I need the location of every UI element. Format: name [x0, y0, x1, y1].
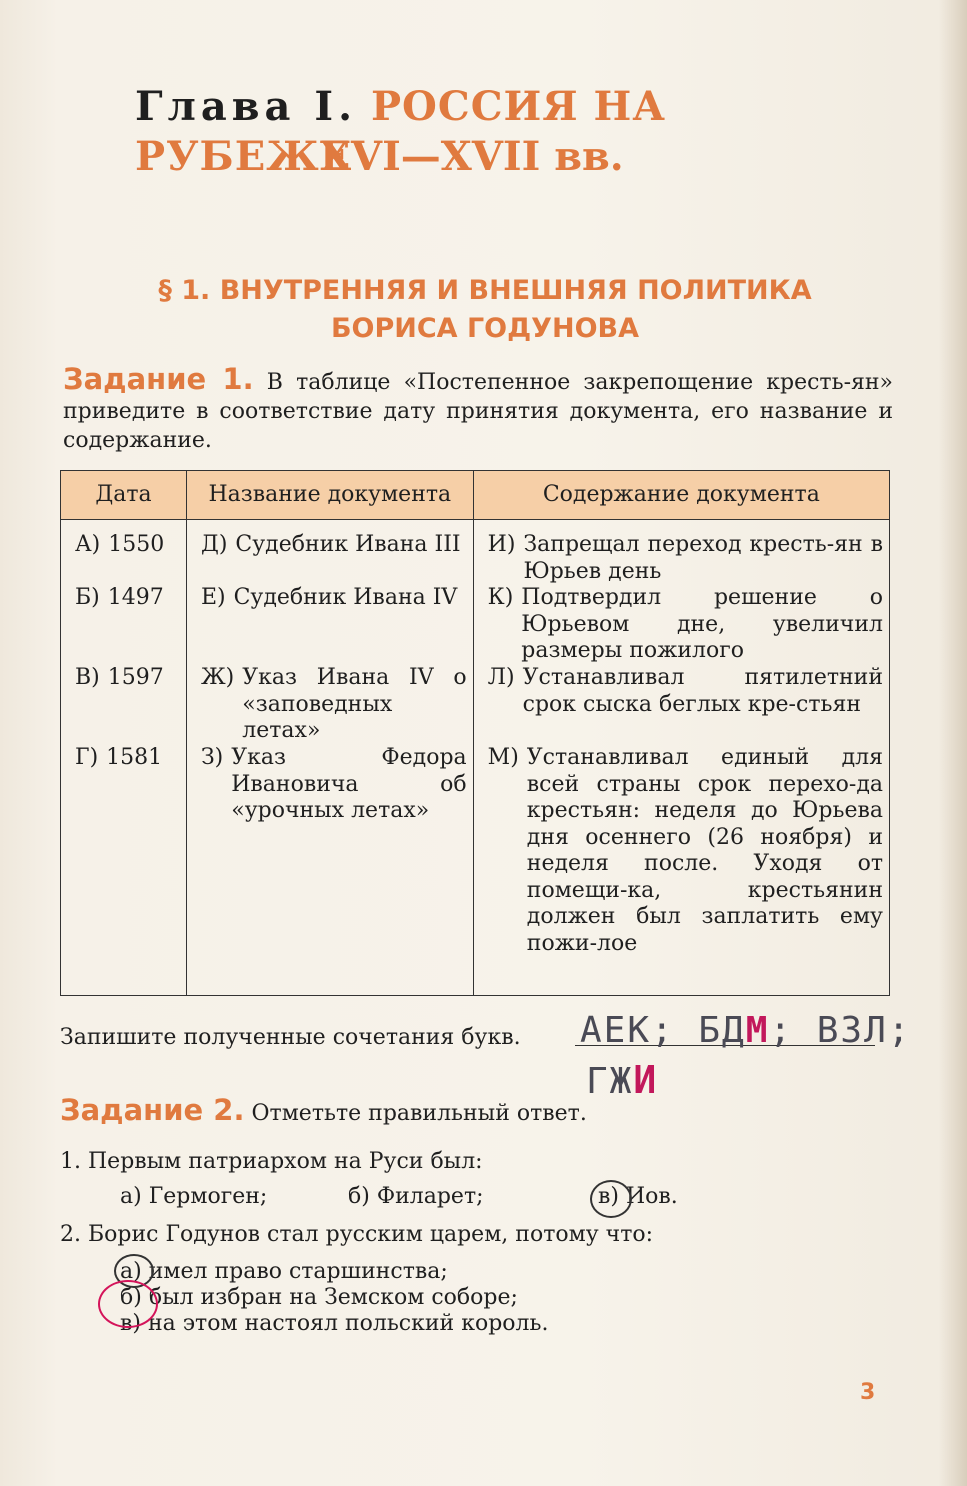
- question-2: 2. Борис Годунов стал русским царем, потому что:: [60, 1222, 654, 1247]
- q1-option-c[interactable]: в) Иов.: [598, 1184, 678, 1209]
- q2-option-a[interactable]: а) имел право старшинства;: [120, 1259, 448, 1284]
- name-cell: З) Указ Федора Ивановича об «урочных летах»: [200, 745, 467, 823]
- answer-prompt-text: Запишите полученные сочетания букв.: [60, 1025, 521, 1050]
- date-cell: В) 1597: [75, 665, 164, 690]
- task2-text: Отметьте правильный ответ.: [251, 1101, 587, 1126]
- q2-answer-circle: [98, 1280, 158, 1328]
- task2-heading: Задание 2.: [60, 1093, 245, 1127]
- q2-option-b[interactable]: б) был избран на Земском соборе;: [120, 1285, 518, 1310]
- header-document-content: Содержание документа: [473, 471, 889, 520]
- serfdom-table: [60, 470, 890, 996]
- name-cell: Е) Судебник Ивана IV: [200, 585, 458, 610]
- content-cell: К) Подтвердил решение о Юрьевом дне, увеличил размеры пожилого: [487, 585, 883, 663]
- handwritten-answer-line2: ГЖИ: [586, 1058, 659, 1102]
- table-row: [61, 520, 890, 586]
- name-cell: Ж) Указ Ивана IV о «заповедных летах»: [200, 665, 467, 743]
- task1-heading: Задание 1.: [63, 362, 254, 396]
- chapter-title-line2: XVI—XVII вв.: [320, 133, 624, 180]
- page-number: 3: [860, 1380, 876, 1405]
- question-1: 1. Первым патриархом на Руси был:: [60, 1149, 483, 1174]
- content-cell: М) Устанавливал единый для всей страны срок перехо-да крестьян: неделя до Юрьева дня осеннего (26 ноября) и неделя после. Уходя от помещи-ка, крестьянин должен был заплатить ему пожи-лое: [487, 745, 883, 956]
- date-cell: А) 1550: [75, 532, 165, 557]
- q1-option-a[interactable]: а) Гермоген;: [120, 1184, 268, 1209]
- page-edge-shadow: [939, 0, 967, 1486]
- chapter-title-line1: РОССИЯ НА РУБЕЖЕ: [135, 83, 666, 180]
- table-header-row: [61, 471, 890, 520]
- table-row: [61, 665, 890, 745]
- name-cell: Д) Судебник Ивана III: [200, 532, 461, 557]
- q1-answer-circle: [590, 1180, 632, 1218]
- task2-prompt: [60, 1095, 900, 1129]
- date-cell: Б) 1497: [75, 585, 164, 610]
- q1-option-b[interactable]: б) Филарет;: [348, 1184, 484, 1209]
- chapter-label: Глава I.: [135, 83, 358, 130]
- header-document-name: Название документа: [186, 471, 473, 520]
- date-cell: Г) 1581: [75, 745, 163, 770]
- table-row: [61, 585, 890, 665]
- section-title-line1: § 1. ВНУТРЕННЯЯ И ВНЕШНЯЯ ПОЛИТИКА: [158, 275, 812, 306]
- header-date: Дата: [61, 471, 187, 520]
- q2-option-c[interactable]: в) на этом настоял польский король.: [120, 1311, 549, 1336]
- task1-text: В таблице «Постепенное закрепощение кресть-ян» приведите в соответствие дату принятия документа, его название и содержание.: [63, 370, 894, 453]
- section-title-line2: БОРИСА ГОДУНОВА: [330, 313, 640, 344]
- handwritten-answer-line1: АЕК; БДМ; ВЗЛ;: [580, 1010, 912, 1051]
- content-cell: Л) Устанавливал пятилетний срок сыска беглых кре-стьян: [487, 665, 883, 717]
- table-row: [61, 745, 890, 996]
- task1-prompt: [63, 362, 894, 455]
- content-cell: И) Запрещал переход кресть-ян в Юрьев день: [487, 532, 883, 584]
- section-heading: [60, 272, 910, 348]
